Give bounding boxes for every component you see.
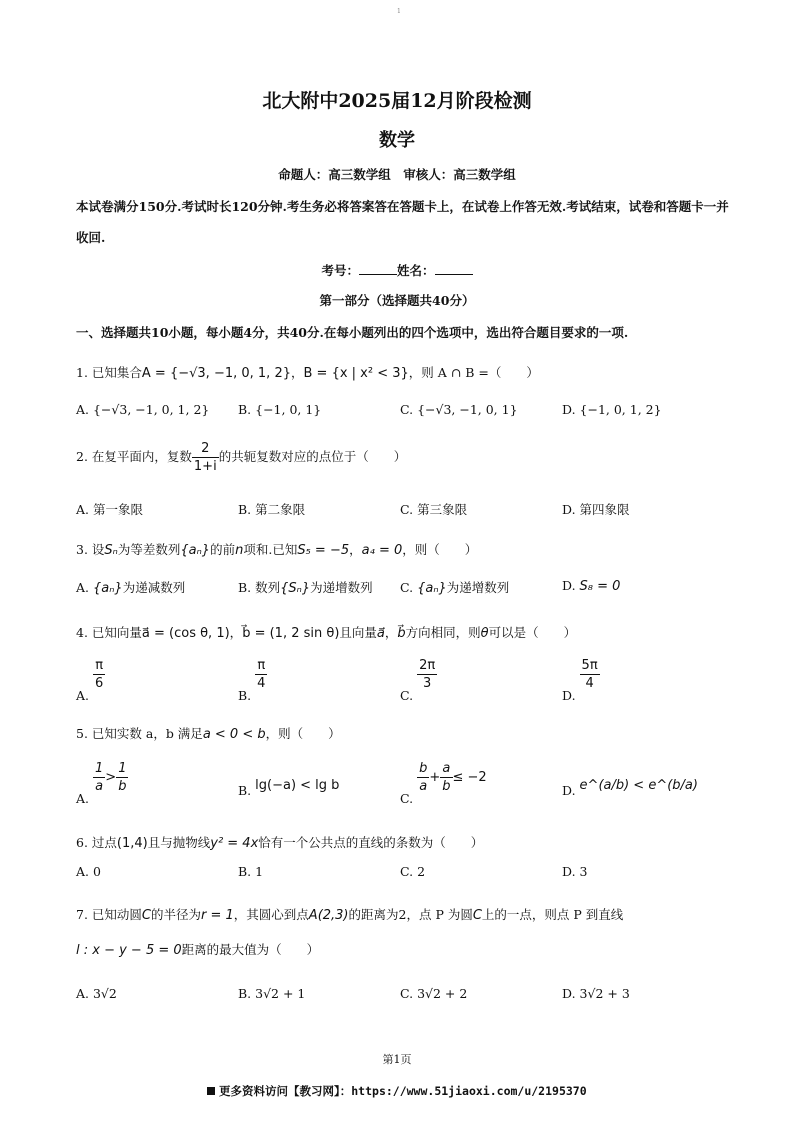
- q4-d-den: 4: [585, 676, 594, 691]
- question-2: [76, 440, 406, 475]
- q4-a: a⃗: [376, 626, 385, 641]
- q4-a-den: 6: [95, 676, 104, 691]
- q5-c-n1: b: [419, 761, 428, 776]
- q4-c-label: C.: [400, 688, 414, 703]
- q7-option-d[interactable]: D. 3√2 + 3: [562, 986, 630, 1001]
- q3-cond1: S₅ = −5: [297, 543, 350, 558]
- q1-option-c[interactable]: C. {−√3, −1, 0, 1}: [400, 402, 518, 417]
- q4-a-frac: [93, 657, 105, 692]
- q7-text5: 上的一点，则点 P 到直线: [481, 907, 624, 922]
- q5-c-frac1: [417, 760, 429, 795]
- question-6: [76, 833, 483, 851]
- q4-option-b[interactable]: [238, 657, 267, 703]
- q3-option-a[interactable]: [76, 578, 185, 596]
- q2-fraction: [192, 440, 219, 475]
- exam-no-field: [359, 264, 397, 275]
- q2-option-d[interactable]: D. 第四象限: [562, 502, 630, 517]
- exam-info: [0, 261, 794, 279]
- q6-point: (1,4): [116, 836, 148, 851]
- question-7-line2: [76, 940, 319, 958]
- q5-c-op: +: [429, 770, 441, 785]
- q5-c-tail: ≤ −2: [452, 770, 487, 785]
- q3-a-label: A.: [76, 580, 90, 595]
- question-3: [76, 540, 477, 558]
- q6-option-b[interactable]: B. 1: [238, 864, 264, 879]
- q4-sep: ，: [384, 625, 398, 640]
- q7-c: C: [141, 908, 151, 923]
- q4-a-label: A.: [76, 688, 90, 703]
- q1-set-b: B = {x | x² < 3}: [303, 366, 409, 381]
- q3-option-c[interactable]: [400, 578, 509, 596]
- q3-b-text: 为递增数列: [310, 580, 373, 595]
- q3-b-label: B. 数列: [238, 580, 281, 595]
- q1-prefix: 1. 已知集合: [76, 365, 142, 380]
- q4-b-den: 4: [257, 676, 266, 691]
- q3-text2: 为等差数列: [117, 542, 181, 557]
- q6-option-d[interactable]: D. 3: [562, 864, 588, 879]
- q3-text5: ，则（ ）: [402, 542, 478, 557]
- q3-option-b[interactable]: [238, 578, 373, 596]
- q3-d-label: D.: [562, 578, 576, 593]
- q4-c-den: 3: [422, 676, 432, 691]
- q5-option-b[interactable]: [238, 777, 339, 798]
- q2-suffix: 的共轭复数对应的点位于（ ）: [218, 449, 407, 464]
- q5-a-label: A.: [76, 791, 90, 806]
- question-5: [76, 724, 341, 742]
- q5-a-op: >: [105, 770, 117, 785]
- q5-a-d1: a: [95, 779, 104, 794]
- q3-comma: ，: [349, 542, 362, 557]
- question-4: [76, 623, 576, 641]
- q4-theta: θ: [480, 626, 489, 641]
- authors-line: 命题人：高三数学组 审核人：高三数学组: [278, 167, 516, 182]
- q6-curve: y² = 4x: [210, 836, 259, 851]
- q3-c-math: {aₙ}: [417, 581, 447, 596]
- q4-text3: 方向相同，则: [405, 625, 481, 640]
- q7-c2: C: [472, 908, 482, 923]
- q3-d-math: S₈ = 0: [579, 579, 621, 594]
- q3-cond2: a₄ = 0: [361, 543, 403, 558]
- q5-option-c[interactable]: [400, 760, 487, 806]
- q1-option-d[interactable]: D. {−1, 0, 1, 2}: [562, 402, 662, 417]
- q4-a-num: π: [93, 657, 105, 675]
- name-field: [435, 264, 473, 275]
- q1-option-b[interactable]: B. {−1, 0, 1}: [238, 402, 322, 417]
- q3-a-math: {aₙ}: [93, 581, 123, 596]
- q3-text3: 的前: [210, 542, 236, 557]
- q2-option-c[interactable]: C. 第三象限: [400, 502, 468, 517]
- q4-text2: 且向量: [339, 625, 377, 640]
- q7-text6: 距离的最大值为（ ）: [181, 942, 320, 957]
- q6-text2: 且与抛物线: [147, 835, 211, 850]
- q3-a-text: 为递减数列: [122, 580, 186, 595]
- q4-d-frac: [580, 657, 600, 692]
- q3-sn: Sₙ: [104, 543, 118, 558]
- q3-an: {aₙ}: [180, 543, 211, 558]
- q4-d-num: 5π: [581, 658, 598, 673]
- q7-text2: 的半径为: [150, 907, 201, 922]
- q4-b-label: B.: [238, 688, 252, 703]
- q7-text3: ，其圆心到点: [233, 907, 309, 922]
- q5-option-a[interactable]: [76, 760, 128, 806]
- q5-text1: 5. 已知实数 a，b 满足: [76, 726, 203, 741]
- q6-option-c[interactable]: C. 2: [400, 864, 426, 879]
- q4-vector-b: b⃗ = (1, 2 sin θ): [242, 626, 340, 641]
- exam-no-label: 考号：: [321, 263, 359, 278]
- q3-c-label: C.: [400, 580, 414, 595]
- q5-c-n2: a: [440, 760, 452, 778]
- q4-comma: ，: [229, 625, 243, 640]
- q3-n: n: [235, 543, 244, 558]
- page-mark: 1: [397, 8, 401, 15]
- q5-b-expr: lg(−a) < lg b: [255, 778, 340, 793]
- page-number: 第1页: [382, 1053, 412, 1066]
- q7-option-b[interactable]: B. 3√2 + 1: [238, 986, 306, 1001]
- q4-option-c[interactable]: [400, 657, 437, 703]
- q4-option-a[interactable]: [76, 657, 105, 703]
- q3-option-d[interactable]: [562, 578, 620, 594]
- instructions: 本试卷满分150分.考试时长120分钟.考生务必将答案答在答题卡上，在试卷上作答无效.考试结束，试卷和答题卡一并收回.: [76, 199, 729, 245]
- q5-cond: a < 0 < b: [202, 727, 266, 742]
- q4-b-frac: [255, 657, 267, 692]
- name-label: 姓名：: [397, 263, 435, 278]
- q5-option-d[interactable]: [562, 777, 698, 798]
- section-title: 一、选择题共10小题，每小题4分，共40分.在每小题列出的四个选项中，选出符合题目要求的一项.: [76, 325, 629, 340]
- page-title: 北大附中2025届12月阶段检测: [262, 90, 532, 112]
- q4-text4: 可以是（ ）: [488, 625, 577, 640]
- q5-a-n1: 1: [95, 761, 104, 776]
- q5-a-n2: 1: [118, 761, 127, 776]
- q1-sep: ，: [290, 365, 304, 380]
- q6-option-a[interactable]: A. 0: [76, 864, 101, 879]
- q6-text1: 6. 过点: [76, 835, 117, 850]
- q7-point: A(2,3): [308, 908, 349, 923]
- q7-line: l : x − y − 5 = 0: [76, 943, 182, 958]
- q4-d-label: D.: [562, 688, 576, 703]
- subject-title: 数学: [379, 130, 415, 151]
- q4-c-frac: [417, 657, 437, 692]
- q3-b-math: {Sₙ}: [280, 581, 311, 596]
- q5-c-frac2: [440, 760, 452, 795]
- q7-text4: 的距离为2，点 P 为圆: [348, 907, 473, 922]
- q7-text1: 7. 已知动圆: [76, 907, 142, 922]
- bottom-link-text[interactable]: 更多资料访问【教习网】：https://www.51jiaoxi.com/u/2195370: [219, 1084, 587, 1098]
- part-title: 第一部分（选择题共40分）: [319, 293, 475, 308]
- flag-icon: [207, 1087, 215, 1095]
- q4-text1: 4. 已知向量: [76, 625, 142, 640]
- q1-set-a: A = {−√3, −1, 0, 1, 2}: [141, 366, 291, 381]
- q5-b-label: B.: [238, 783, 252, 798]
- q3-c-text: 为递增数列: [446, 580, 510, 595]
- q7-option-a[interactable]: A. 3√2: [76, 986, 117, 1001]
- q6-text3: 恰有一个公共点的直线的条数为（ ）: [258, 835, 484, 850]
- q2-prefix: 2. 在复平面内，复数: [76, 449, 192, 464]
- q7-option-c[interactable]: C. 3√2 + 2: [400, 986, 468, 1001]
- q2-option-a[interactable]: A. 第一象限: [76, 502, 143, 517]
- q5-d-label: D.: [562, 783, 576, 798]
- q4-c-num: 2π: [419, 658, 436, 673]
- q5-c-d2: b: [442, 779, 451, 794]
- q4-b: b⃗: [397, 626, 406, 641]
- q3-text1: 3. 设: [76, 542, 105, 557]
- q5-d-expr: e^(a/b) < e^(b/a): [579, 778, 698, 793]
- q5-a-d2: b: [118, 779, 127, 794]
- q5-text2: ，则（ ）: [265, 726, 341, 741]
- q3-text4: 项和.已知: [243, 542, 298, 557]
- q1-suffix: ，则 A ∩ B =（ ）: [408, 365, 539, 380]
- q4-vector-a: a⃗ = (cos θ, 1): [141, 626, 230, 641]
- q1-option-a[interactable]: A. {−√3, −1, 0, 1, 2}: [76, 402, 210, 417]
- q5-a-frac1: [93, 760, 105, 795]
- q2-option-b[interactable]: B. 第二象限: [238, 502, 306, 517]
- question-7: [76, 905, 623, 923]
- q5-c-label: C.: [400, 791, 414, 806]
- q4-b-num: π: [255, 657, 267, 675]
- q2-num: 2: [192, 440, 219, 458]
- question-1: [76, 363, 539, 381]
- bottom-link[interactable]: [207, 1083, 587, 1099]
- q4-option-d[interactable]: [562, 657, 600, 703]
- q5-c-d1: a: [419, 779, 428, 794]
- q2-den: 1+i: [193, 459, 217, 474]
- q5-a-frac2: [116, 760, 128, 795]
- q7-r: r = 1: [201, 908, 234, 923]
